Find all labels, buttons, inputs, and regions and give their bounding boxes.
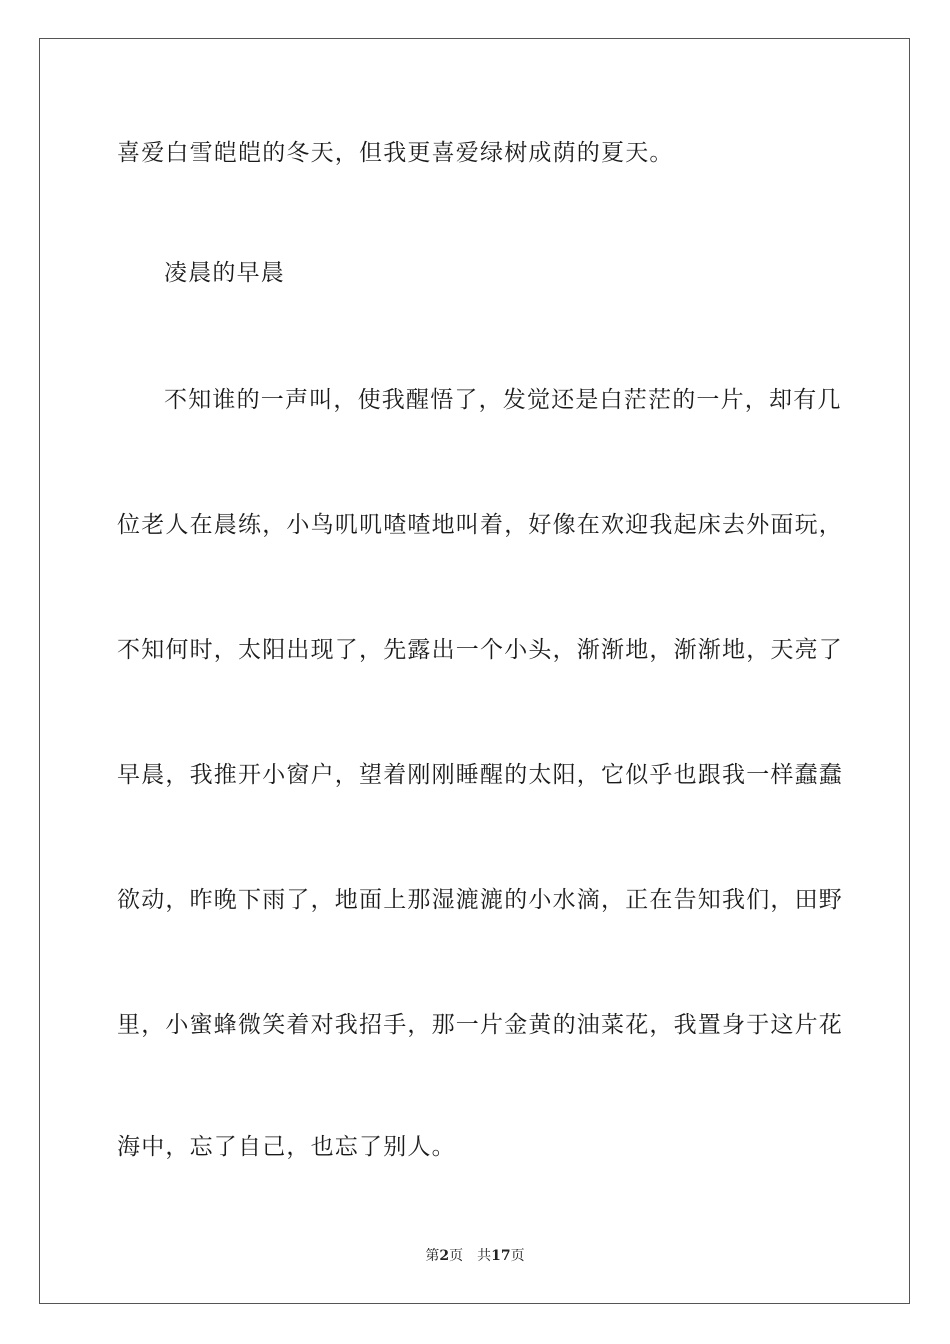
total-pages: 17 (491, 1248, 511, 1264)
paragraph-line-8: 海中，忘了自己，也忘了别人。 (117, 1134, 456, 1160)
paragraph-line-4: 不知何时，太阳出现了，先露出一个小头，渐渐地，渐渐地，天亮了 (117, 637, 843, 663)
page-frame (39, 38, 910, 1304)
paragraph-line-6: 欲动，昨晚下雨了，地面上那湿漉漉的小水滴，正在告知我们，田野 (117, 887, 843, 913)
paragraph-line-1: 喜爱白雪皑皑的冬天，但我更喜爱绿树成荫的夏天。 (117, 140, 674, 166)
paragraph-line-2: 不知谁的一声叫，使我醒悟了，发觉还是白茫茫的一片，却有几 (164, 387, 842, 413)
paragraph-line-5: 早晨，我推开小窗户，望着刚刚睡醒的太阳，它似乎也跟我一样蠢蠢 (117, 762, 843, 788)
paragraph-line-7: 里，小蜜蜂微笑着对我招手，那一片金黄的油菜花，我置身于这片花 (117, 1012, 843, 1038)
page-footer (0, 1247, 950, 1265)
paragraph-line-3: 位老人在晨练，小鸟叽叽喳喳地叫着，好像在欢迎我起床去外面玩， (117, 512, 843, 538)
page-number: 2 (439, 1248, 450, 1264)
section-heading: 凌晨的早晨 (164, 260, 285, 286)
page-suffix: 页 (449, 1248, 464, 1264)
total-suffix: 页 (510, 1248, 525, 1264)
total-prefix: 共 (477, 1248, 492, 1264)
page-prefix: 第 (425, 1248, 440, 1264)
